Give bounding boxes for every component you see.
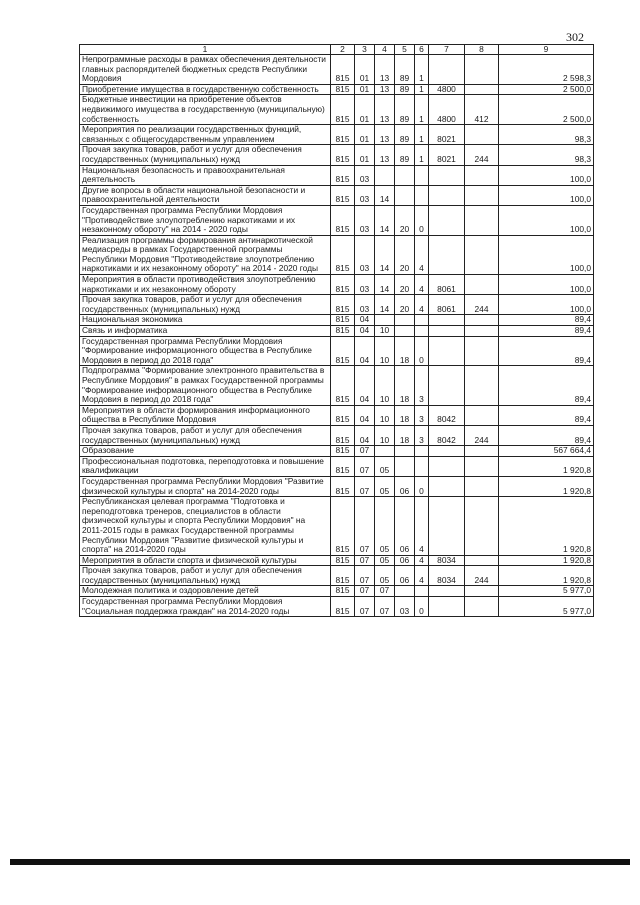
- row-amount: 5 977,0: [499, 586, 594, 597]
- row-code-c6: [415, 456, 429, 476]
- row-code-c6: 0: [415, 597, 429, 617]
- row-code-c5: 89: [395, 145, 415, 165]
- row-code-c2: 815: [331, 366, 355, 405]
- row-code-c5: 18: [395, 336, 415, 366]
- row-code-c3: 04: [355, 405, 375, 425]
- row-code-c6: [415, 586, 429, 597]
- row-code-c7: [429, 476, 465, 496]
- row-code-c7: [429, 235, 465, 274]
- row-code-c8: [465, 336, 499, 366]
- row-code-c8: 244: [465, 566, 499, 586]
- row-code-c7: [429, 185, 465, 205]
- row-description: Образование: [80, 446, 331, 457]
- row-code-c3: 01: [355, 84, 375, 95]
- row-code-c6: 0: [415, 336, 429, 366]
- row-code-c5: 89: [395, 55, 415, 85]
- row-code-c6: [415, 326, 429, 337]
- row-code-c7: 8034: [429, 566, 465, 586]
- table-row: [80, 125, 594, 145]
- bottom-scan-border: [10, 859, 630, 865]
- row-code-c7: [429, 446, 465, 457]
- row-description: Другие вопросы в области национальной безопасности и правоохранительной деятельности: [80, 185, 331, 205]
- row-code-c8: 244: [465, 425, 499, 445]
- col-header: 4: [375, 45, 395, 55]
- budget-table: [79, 44, 594, 617]
- row-amount: 89,4: [499, 405, 594, 425]
- row-description: Мероприятия в области противодействия злоупотреблению наркотиками и их незаконному обороту: [80, 275, 331, 295]
- row-amount: 2 500,0: [499, 84, 594, 95]
- row-code-c7: 8034: [429, 555, 465, 566]
- row-code-c7: [429, 597, 465, 617]
- row-code-c4: 05: [375, 566, 395, 586]
- row-amount: 100,0: [499, 235, 594, 274]
- row-code-c6: 1: [415, 145, 429, 165]
- row-code-c6: 4: [415, 497, 429, 556]
- table-row: [80, 476, 594, 496]
- row-code-c3: 01: [355, 95, 375, 125]
- row-amount: 100,0: [499, 275, 594, 295]
- row-code-c5: [395, 326, 415, 337]
- table-row: [80, 497, 594, 556]
- row-amount: 100,0: [499, 295, 594, 315]
- row-code-c7: 8042: [429, 425, 465, 445]
- row-code-c5: 06: [395, 566, 415, 586]
- row-code-c6: 4: [415, 555, 429, 566]
- row-code-c2: 815: [331, 84, 355, 95]
- row-code-c6: [415, 315, 429, 326]
- row-amount: 567 664,4: [499, 446, 594, 457]
- table-row: [80, 235, 594, 274]
- row-code-c2: 815: [331, 295, 355, 315]
- row-description: Государственная программа Республики Мордовия "Социальная поддержка граждан" на 2014-2020 годы: [80, 597, 331, 617]
- row-code-c8: [465, 125, 499, 145]
- row-code-c4: 07: [375, 597, 395, 617]
- row-code-c8: [465, 446, 499, 457]
- row-code-c6: [415, 185, 429, 205]
- row-code-c7: 8021: [429, 125, 465, 145]
- row-code-c5: 20: [395, 205, 415, 235]
- row-code-c5: 89: [395, 95, 415, 125]
- row-code-c5: [395, 456, 415, 476]
- col-header: 1: [80, 45, 331, 55]
- row-code-c8: [465, 366, 499, 405]
- row-code-c4: 10: [375, 326, 395, 337]
- row-code-c7: 4800: [429, 95, 465, 125]
- row-code-c8: [465, 555, 499, 566]
- row-code-c5: [395, 165, 415, 185]
- row-description: Национальная экономика: [80, 315, 331, 326]
- row-code-c5: [395, 185, 415, 205]
- row-code-c3: 04: [355, 336, 375, 366]
- row-code-c2: 815: [331, 566, 355, 586]
- row-code-c8: [465, 597, 499, 617]
- row-code-c4: 14: [375, 185, 395, 205]
- row-code-c8: [465, 326, 499, 337]
- row-description: Непрограммные расходы в рамках обеспечения деятельности главных распорядителей бюджетных средств Республики Мордовия: [80, 55, 331, 85]
- row-code-c4: [375, 315, 395, 326]
- row-code-c6: [415, 165, 429, 185]
- table-row: [80, 597, 594, 617]
- table-row: [80, 275, 594, 295]
- row-code-c7: [429, 366, 465, 405]
- row-code-c2: 815: [331, 405, 355, 425]
- row-description: Государственная программа Республики Мордовия "Противодействие злоупотреблению наркотиками и их незаконному обороту" на 2014 - 2020 годы: [80, 205, 331, 235]
- row-code-c2: 815: [331, 315, 355, 326]
- row-code-c7: [429, 497, 465, 556]
- row-amount: 1 920,8: [499, 476, 594, 496]
- row-description: Государственная программа Республики Мордовия "Развитие физической культуры и спорта" на 2014-2020 годы: [80, 476, 331, 496]
- col-header: 2: [331, 45, 355, 55]
- page-number: 302: [566, 30, 584, 44]
- row-code-c2: 815: [331, 145, 355, 165]
- table-body: [80, 55, 594, 617]
- row-code-c7: [429, 315, 465, 326]
- row-code-c6: 4: [415, 295, 429, 315]
- row-code-c5: 89: [395, 84, 415, 95]
- row-code-c5: [395, 446, 415, 457]
- row-code-c6: 4: [415, 235, 429, 274]
- row-code-c8: [465, 55, 499, 85]
- row-code-c8: [465, 165, 499, 185]
- table-row: [80, 145, 594, 165]
- row-code-c4: 14: [375, 205, 395, 235]
- row-code-c3: 04: [355, 366, 375, 405]
- row-amount: 100,0: [499, 205, 594, 235]
- row-code-c4: 07: [375, 586, 395, 597]
- row-code-c5: [395, 586, 415, 597]
- row-code-c5: 89: [395, 125, 415, 145]
- row-code-c7: [429, 165, 465, 185]
- row-code-c8: [465, 456, 499, 476]
- row-amount: 98,3: [499, 125, 594, 145]
- table-row: [80, 566, 594, 586]
- row-code-c4: 05: [375, 497, 395, 556]
- row-code-c3: 01: [355, 125, 375, 145]
- table-row: [80, 366, 594, 405]
- table-row: [80, 586, 594, 597]
- row-code-c6: 3: [415, 366, 429, 405]
- row-description: Мероприятия по реализации государственных функций, связанных с общегосударственным управлением: [80, 125, 331, 145]
- row-code-c4: 05: [375, 456, 395, 476]
- row-description: Связь и информатика: [80, 326, 331, 337]
- row-code-c8: 244: [465, 145, 499, 165]
- row-code-c3: 03: [355, 185, 375, 205]
- row-code-c4: 14: [375, 275, 395, 295]
- row-amount: 100,0: [499, 185, 594, 205]
- row-code-c7: [429, 55, 465, 85]
- row-code-c3: 07: [355, 555, 375, 566]
- row-code-c7: [429, 205, 465, 235]
- row-code-c3: 07: [355, 476, 375, 496]
- row-code-c7: 8061: [429, 295, 465, 315]
- row-amount: 89,4: [499, 315, 594, 326]
- row-code-c5: 20: [395, 295, 415, 315]
- row-code-c3: 04: [355, 326, 375, 337]
- table-row: [80, 205, 594, 235]
- row-code-c5: [395, 315, 415, 326]
- row-code-c5: 06: [395, 476, 415, 496]
- row-code-c4: 05: [375, 476, 395, 496]
- row-code-c4: 13: [375, 84, 395, 95]
- row-code-c7: [429, 456, 465, 476]
- col-header: 5: [395, 45, 415, 55]
- row-code-c4: [375, 165, 395, 185]
- row-description: Государственная программа Республики Мордовия "Формирование информационного общества в Республике Мордовия в период до 2018 года": [80, 336, 331, 366]
- row-code-c2: 815: [331, 275, 355, 295]
- row-code-c4: 10: [375, 366, 395, 405]
- row-code-c2: 815: [331, 336, 355, 366]
- row-code-c3: 03: [355, 235, 375, 274]
- row-code-c7: 8061: [429, 275, 465, 295]
- row-code-c3: 04: [355, 425, 375, 445]
- row-code-c8: [465, 586, 499, 597]
- col-header: 3: [355, 45, 375, 55]
- col-header: 9: [499, 45, 594, 55]
- row-description: Прочая закупка товаров, работ и услуг для обеспечения государственных (муниципальных) нужд: [80, 425, 331, 445]
- row-code-c3: 03: [355, 275, 375, 295]
- row-code-c3: 07: [355, 446, 375, 457]
- row-code-c5: 18: [395, 405, 415, 425]
- table-row: [80, 405, 594, 425]
- row-code-c4: 05: [375, 555, 395, 566]
- row-amount: 5 977,0: [499, 597, 594, 617]
- row-code-c8: [465, 476, 499, 496]
- row-description: Республиканская целевая программа "Подготовка и переподготовка тренеров, специалистов в области физической культуры и спорта Республики Мордовия" на 2011-2015 годы в рамках Государственной программы Республики Мордовия "Развитие физической культуры и спорта" на 2014-2020 годы: [80, 497, 331, 556]
- row-code-c2: 815: [331, 586, 355, 597]
- row-code-c4: 13: [375, 95, 395, 125]
- row-code-c6: 1: [415, 84, 429, 95]
- row-code-c8: [465, 235, 499, 274]
- row-code-c2: 815: [331, 555, 355, 566]
- row-code-c5: 20: [395, 235, 415, 274]
- row-code-c6: 3: [415, 425, 429, 445]
- row-code-c4: 10: [375, 405, 395, 425]
- table-row: [80, 165, 594, 185]
- row-code-c4: 14: [375, 295, 395, 315]
- row-code-c2: 815: [331, 476, 355, 496]
- row-code-c2: 815: [331, 185, 355, 205]
- row-code-c7: 8042: [429, 405, 465, 425]
- row-description: Подпрограмма "Формирование электронного правительства в Республике Мордовия" в рамках Государственной программы "Формирование информационного общества в Республике Мордовия в период до 2018 года": [80, 366, 331, 405]
- table-row: [80, 84, 594, 95]
- row-code-c8: [465, 185, 499, 205]
- row-code-c7: [429, 586, 465, 597]
- row-code-c3: 01: [355, 55, 375, 85]
- row-amount: 89,4: [499, 336, 594, 366]
- col-header: 6: [415, 45, 429, 55]
- table-row: [80, 95, 594, 125]
- row-code-c2: 815: [331, 456, 355, 476]
- row-code-c2: 815: [331, 55, 355, 85]
- table-row: [80, 446, 594, 457]
- row-description: Приобретение имущества в государственную собственность: [80, 84, 331, 95]
- row-amount: 1 920,8: [499, 566, 594, 586]
- row-amount: 2 598,3: [499, 55, 594, 85]
- row-code-c4: 13: [375, 55, 395, 85]
- row-code-c6: 0: [415, 205, 429, 235]
- row-description: Профессиональная подготовка, переподготовка и повышение квалификации: [80, 456, 331, 476]
- row-amount: 89,4: [499, 326, 594, 337]
- row-code-c3: 07: [355, 586, 375, 597]
- row-code-c2: 815: [331, 235, 355, 274]
- col-header: 8: [465, 45, 499, 55]
- row-code-c6: 4: [415, 566, 429, 586]
- row-code-c4: 13: [375, 145, 395, 165]
- col-header: 7: [429, 45, 465, 55]
- row-code-c4: 14: [375, 235, 395, 274]
- row-code-c3: 04: [355, 315, 375, 326]
- row-code-c2: 815: [331, 446, 355, 457]
- row-code-c5: 03: [395, 597, 415, 617]
- row-code-c4: [375, 446, 395, 457]
- row-amount: 89,4: [499, 425, 594, 445]
- row-amount: 1 920,8: [499, 497, 594, 556]
- row-code-c4: 10: [375, 425, 395, 445]
- row-code-c6: 0: [415, 476, 429, 496]
- row-description: Прочая закупка товаров, работ и услуг для обеспечения государственных (муниципальных) нужд: [80, 145, 331, 165]
- row-description: Бюджетные инвестиции на приобретение объектов недвижимого имущества в государственную (муниципальную) собственность: [80, 95, 331, 125]
- row-amount: 98,3: [499, 145, 594, 165]
- row-code-c8: [465, 275, 499, 295]
- row-code-c2: 815: [331, 205, 355, 235]
- row-description: Прочая закупка товаров, работ и услуг для обеспечения государственных (муниципальных) нужд: [80, 295, 331, 315]
- row-code-c3: 07: [355, 566, 375, 586]
- row-description: Мероприятия в области спорта и физической культуры: [80, 555, 331, 566]
- row-code-c7: [429, 336, 465, 366]
- row-code-c6: 1: [415, 95, 429, 125]
- table-row: [80, 185, 594, 205]
- row-code-c5: 06: [395, 497, 415, 556]
- table-row: [80, 425, 594, 445]
- table-row: [80, 336, 594, 366]
- row-code-c3: 07: [355, 497, 375, 556]
- table-row: [80, 295, 594, 315]
- row-code-c5: 20: [395, 275, 415, 295]
- row-code-c6: [415, 446, 429, 457]
- row-amount: 89,4: [499, 366, 594, 405]
- row-amount: 1 920,8: [499, 456, 594, 476]
- row-amount: 1 920,8: [499, 555, 594, 566]
- row-description: Мероприятия в области формирования информационного общества в Республике Мордовия: [80, 405, 331, 425]
- row-code-c2: 815: [331, 597, 355, 617]
- row-code-c4: 10: [375, 336, 395, 366]
- table-row: [80, 326, 594, 337]
- row-code-c8: [465, 497, 499, 556]
- row-description: Прочая закупка товаров, работ и услуг для обеспечения государственных (муниципальных) нужд: [80, 566, 331, 586]
- header-row: [80, 45, 594, 55]
- row-code-c2: 815: [331, 425, 355, 445]
- table-row: [80, 315, 594, 326]
- row-code-c2: 815: [331, 165, 355, 185]
- row-code-c3: 07: [355, 597, 375, 617]
- row-code-c6: 3: [415, 405, 429, 425]
- row-code-c2: 815: [331, 95, 355, 125]
- row-code-c2: 815: [331, 326, 355, 337]
- table-row: [80, 555, 594, 566]
- row-description: Реализация программы формирования антинаркотической медиасреды в рамках Государственной программы Республики Мордовия "Противодействие злоупотреблению наркотиками и их незаконному обороту" на 2014 - 2020 годы: [80, 235, 331, 274]
- row-code-c7: [429, 326, 465, 337]
- row-code-c3: 03: [355, 295, 375, 315]
- table-row: [80, 456, 594, 476]
- row-code-c4: 13: [375, 125, 395, 145]
- row-code-c3: 01: [355, 145, 375, 165]
- row-code-c6: 1: [415, 55, 429, 85]
- row-amount: 100,0: [499, 165, 594, 185]
- row-code-c6: 1: [415, 125, 429, 145]
- row-code-c8: [465, 315, 499, 326]
- row-code-c5: 18: [395, 366, 415, 405]
- row-amount: 2 500,0: [499, 95, 594, 125]
- row-code-c7: 8021: [429, 145, 465, 165]
- table-row: [80, 55, 594, 85]
- row-code-c6: 4: [415, 275, 429, 295]
- row-code-c7: 4800: [429, 84, 465, 95]
- row-code-c8: [465, 84, 499, 95]
- row-code-c5: 18: [395, 425, 415, 445]
- row-code-c8: [465, 205, 499, 235]
- row-code-c8: 412: [465, 95, 499, 125]
- row-code-c3: 03: [355, 165, 375, 185]
- row-code-c3: 07: [355, 456, 375, 476]
- row-code-c2: 815: [331, 125, 355, 145]
- row-code-c8: [465, 405, 499, 425]
- row-code-c5: 06: [395, 555, 415, 566]
- row-description: Национальная безопасность и правоохранительная деятельность: [80, 165, 331, 185]
- row-code-c3: 03: [355, 205, 375, 235]
- row-code-c8: 244: [465, 295, 499, 315]
- row-description: Молодежная политика и оздоровление детей: [80, 586, 331, 597]
- row-code-c2: 815: [331, 497, 355, 556]
